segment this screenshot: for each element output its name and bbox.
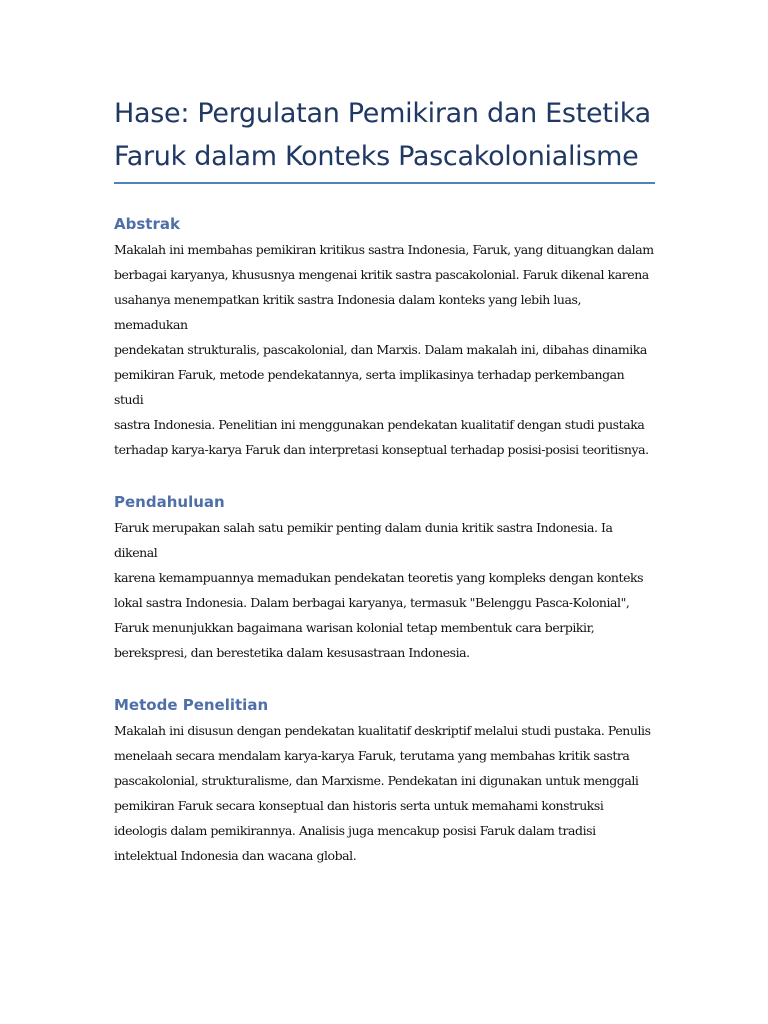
section-paragraph [114, 515, 656, 665]
paragraph-line: sastra Indonesia. Penelitian ini menggunakan pendekatan kualitatif dengan studi pustaka [114, 417, 645, 432]
paragraph-line: Faruk menunjukkan bagaimana warisan kolonial tetap membentuk cara berpikir, [114, 620, 595, 635]
paragraph-line: pemikiran Faruk, metode pendekatannya, serta implikasinya terhadap perkembangan studi [114, 367, 625, 407]
paragraph-line: usahanya menempatkan kritik sastra Indonesia dalam konteks yang lebih luas, memadukan [114, 292, 582, 332]
section-heading: Pendahuluan [114, 493, 225, 511]
paragraph-line: berbagai karyanya, khususnya mengenai kritik sastra pascakolonial. Faruk dikenal karena [114, 267, 649, 282]
paragraph-line: intelektual Indonesia dan wacana global. [114, 848, 357, 863]
document-title-line-2: Faruk dalam Konteks Pascakolonialisme [114, 141, 639, 172]
section-pendahuluan [114, 492, 656, 665]
paragraph-line: ideologis dalam pemikirannya. Analisis juga mencakup posisi Faruk dalam tradisi [114, 823, 596, 838]
section-heading: Metode Penelitian [114, 696, 269, 714]
paragraph-line: pendekatan strukturalis, pascakolonial, dan Marxis. Dalam makalah ini, dibahas dinamika [114, 342, 647, 357]
paragraph-line: Faruk merupakan salah satu pemikir penting dalam dunia kritik sastra Indonesia. Ia dikenal [114, 520, 613, 560]
paragraph-line: Makalah ini disusun dengan pendekatan kualitatif deskriptif melalui studi pustaka. Penulis [114, 723, 651, 738]
section-paragraph [114, 718, 656, 868]
document-title [114, 92, 656, 178]
paragraph-line: pemikiran Faruk secara konseptual dan historis serta untuk memahami konstruksi [114, 798, 604, 813]
document-title-line-1: Hase: Pergulatan Pemikiran dan Estetika [114, 98, 651, 129]
paragraph-line: menelaah secara mendalam karya-karya Faruk, terutama yang membahas kritik sastra [114, 748, 630, 763]
paragraph-line: Makalah ini membahas pemikiran kritikus sastra Indonesia, Faruk, yang dituangkan dalam [114, 242, 654, 257]
section-heading: Abstrak [114, 215, 180, 233]
paragraph-line: pascakolonial, strukturalisme, dan Marxisme. Pendekatan ini digunakan untuk menggali [114, 773, 639, 788]
document-page [114, 92, 656, 868]
section-paragraph [114, 237, 656, 462]
paragraph-line: lokal sastra Indonesia. Dalam berbagai karyanya, termasuk "Belenggu Pasca-Kolonial", [114, 595, 630, 610]
paragraph-line: terhadap karya-karya Faruk dan interpretasi konseptual terhadap posisi-posisi teoritisnya. [114, 442, 649, 457]
section-metode-penelitian [114, 695, 656, 868]
section-abstrak [114, 214, 656, 462]
paragraph-line: karena kemampuannya memadukan pendekatan teoretis yang kompleks dengan konteks [114, 570, 644, 585]
title-underline [114, 182, 655, 184]
paragraph-line: berekspresi, dan berestetika dalam kesusastraan Indonesia. [114, 645, 470, 660]
